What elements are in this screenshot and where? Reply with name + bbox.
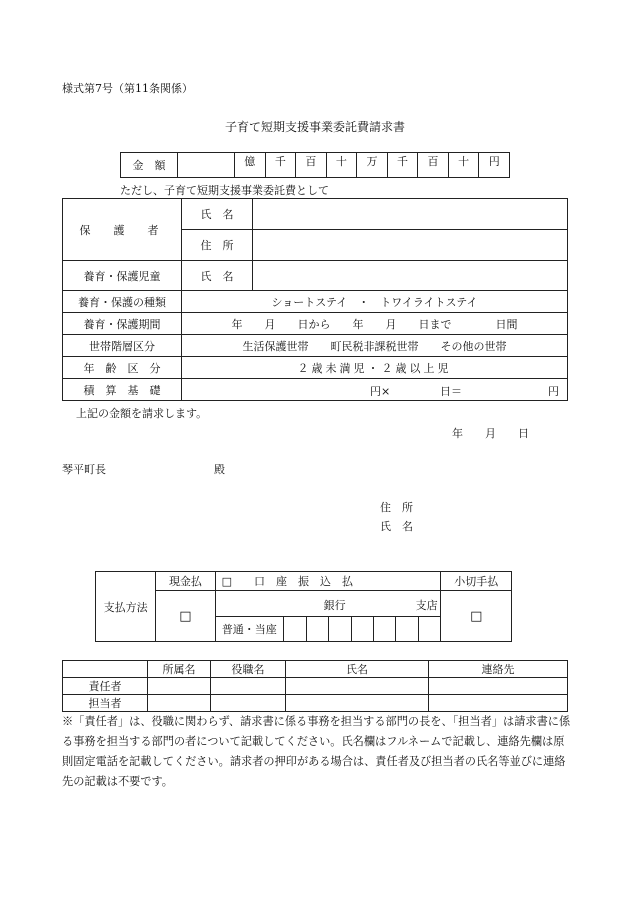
household-label: 世帯階層区分 (63, 335, 182, 357)
account-digit-7[interactable] (418, 617, 440, 642)
account-digit-3[interactable] (329, 617, 351, 642)
mayor-label: 琴平町長 (62, 463, 106, 476)
branch-label: 支店 (415, 599, 438, 612)
contact-header-title: 役職名 (211, 661, 286, 678)
contact-cell[interactable] (286, 678, 429, 695)
payment-method-label: 支払方法 (96, 572, 156, 642)
household-value[interactable]: 生活保護世帯 町民税非課税世帯 その他の世帯 (182, 335, 568, 357)
unit-hyaku[interactable]: 百 (296, 153, 327, 178)
age-label: 年 齢 区 分 (63, 357, 182, 379)
guardian-label: 保 護 者 (63, 199, 182, 261)
account-digit-2[interactable] (306, 617, 328, 642)
unit-oku[interactable]: 億 (235, 153, 266, 178)
account-digit-4[interactable] (351, 617, 373, 642)
form-number: 様式第7号（第11条関係） (62, 82, 193, 95)
contact-header-phone: 連絡先 (429, 661, 568, 678)
footnote: ※「責任者」は、役職に関わらず、請求書に係る事務を担当する部門の長を、「担当者」は請求書に係る事務を担当する部門の者について記載してください。氏名欄はフルネームで記載し、連絡先欄は原則固定電話を記載してください。請求者の押印がある場合は、責任者及び担当者の氏名等並びに連絡先の記載は不要です。 (62, 715, 571, 788)
transfer-label[interactable]: □ 口 座 振 込 払 (215, 572, 441, 591)
applicant-name-label: 氏 名 (380, 520, 413, 533)
date-line[interactable]: 年 月 日 (452, 427, 529, 440)
amount-table (120, 152, 510, 178)
calc-row[interactable] (182, 379, 568, 401)
period-label: 養育・保護期間 (63, 313, 182, 335)
guardian-name-label: 氏 名 (182, 199, 253, 230)
bank-label: 銀行 (323, 599, 346, 612)
contact-row-label: 責任者 (63, 678, 148, 695)
calc-days: 日＝ (440, 385, 462, 398)
unit-man[interactable]: 万 (357, 153, 388, 178)
amount-blank[interactable] (178, 153, 235, 178)
calc-label: 積 算 基 礎 (63, 379, 182, 401)
unit-sen[interactable]: 千 (265, 153, 296, 178)
contact-cell[interactable] (429, 678, 568, 695)
contact-cell[interactable] (148, 695, 211, 712)
contact-header-name: 氏名 (286, 661, 429, 678)
contact-cell[interactable] (211, 678, 286, 695)
contact-cell[interactable] (286, 695, 429, 712)
applicant-address-label: 住 所 (380, 501, 413, 514)
unit-sen2[interactable]: 千 (387, 153, 418, 178)
child-name-label: 氏 名 (182, 261, 253, 291)
page-title: 子育て短期支援事業委託費請求書 (224, 120, 405, 134)
contact-cell[interactable] (148, 678, 211, 695)
contact-cell[interactable] (429, 695, 568, 712)
request-text: 上記の金額を請求します。 (76, 407, 208, 420)
unit-hyaku2[interactable]: 百 (418, 153, 449, 178)
account-digit-1[interactable] (284, 617, 306, 642)
contact-row-label: 担当者 (63, 695, 148, 712)
type-value[interactable]: ショートステイ ・ トワイライトステイ (182, 291, 568, 313)
period-value[interactable]: 年 月 日から 年 月 日まで 日間 (182, 313, 568, 335)
payment-table (95, 571, 512, 642)
check-label: 小切手払 (441, 572, 512, 591)
tadashi-text: ただし、子育て短期支援事業委託費として (120, 184, 329, 197)
type-label: 養育・保護の種類 (63, 291, 182, 313)
contact-corner (63, 661, 148, 678)
amount-label: 金 額 (121, 153, 178, 178)
cash-label: 現金払 (156, 572, 215, 591)
account-type[interactable]: 普通・当座 (215, 617, 283, 642)
calc-yen: 円 (548, 385, 559, 398)
calc-en: 円× (370, 385, 391, 398)
check-checkbox[interactable]: □ (441, 591, 512, 642)
cash-checkbox[interactable]: □ (156, 591, 215, 642)
contact-header-dept: 所属名 (148, 661, 211, 678)
account-digit-6[interactable] (396, 617, 418, 642)
contact-table (62, 660, 568, 712)
child-label: 養育・保護児童 (63, 261, 182, 291)
contact-cell[interactable] (211, 695, 286, 712)
unit-en[interactable]: 円 (479, 153, 510, 178)
unit-juu[interactable]: 十 (326, 153, 357, 178)
dono-label: 殿 (214, 463, 225, 476)
guardian-address-field[interactable] (253, 230, 568, 261)
child-name-field[interactable] (253, 261, 568, 291)
account-digit-5[interactable] (373, 617, 395, 642)
age-value[interactable]: ２歳未満児・２歳以上児 (182, 357, 568, 379)
bank-row[interactable] (215, 591, 441, 617)
main-table (62, 198, 568, 401)
unit-juu2[interactable]: 十 (448, 153, 479, 178)
guardian-name-field[interactable] (253, 199, 568, 230)
guardian-address-label: 住 所 (182, 230, 253, 261)
